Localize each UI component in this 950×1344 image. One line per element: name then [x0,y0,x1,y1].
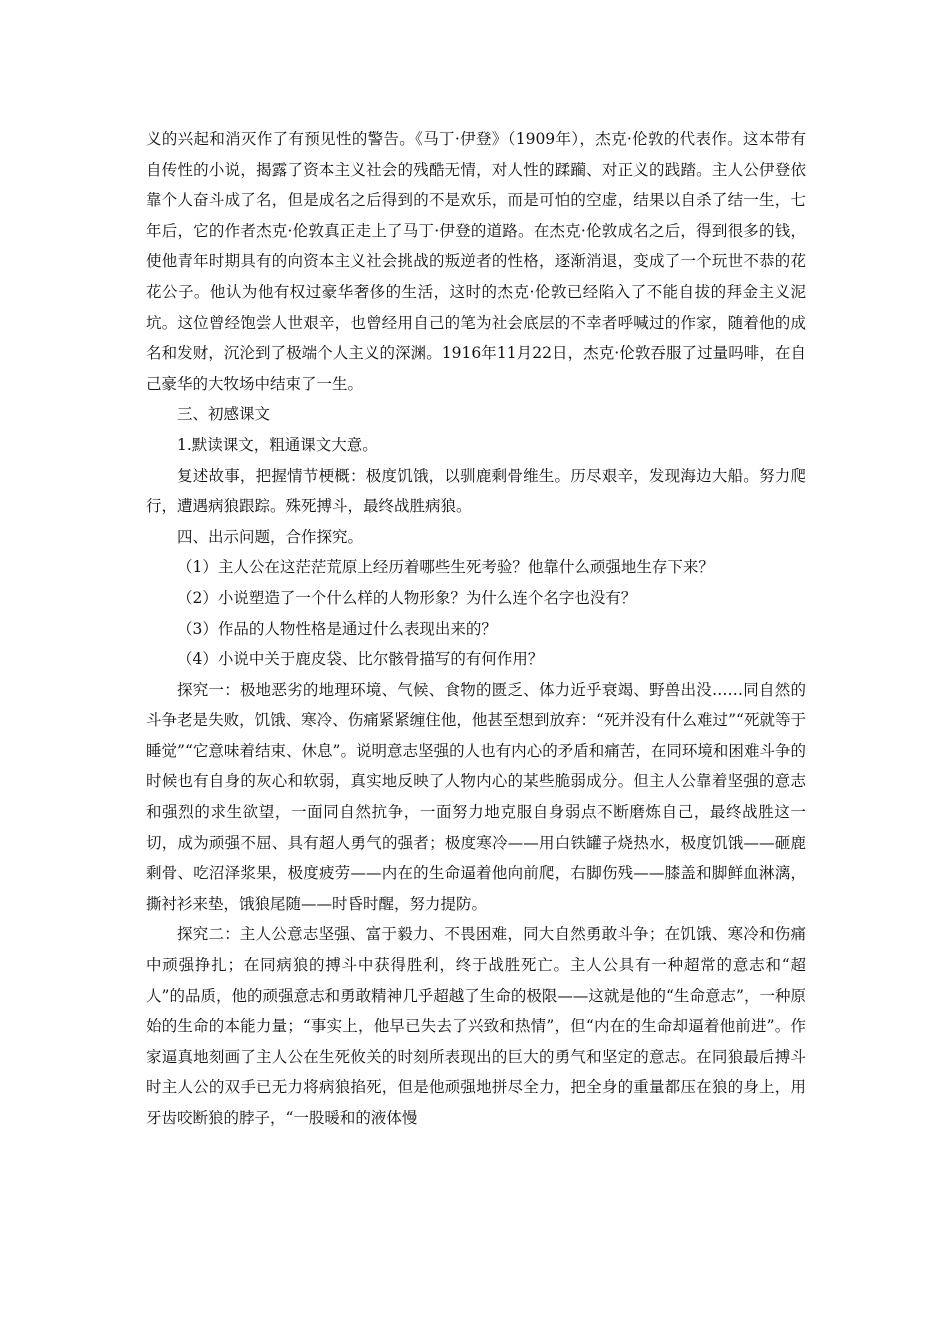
paragraph-exploration-two: 探究二：主人公意志坚强、富于毅力、不畏困难，同大自然勇敢斗争；在饥饿、寒冷和伤痛中顽强挣扎；在同病狼的搏斗中获得胜利，终于战胜死亡。主人公具有一种超常的意志和“超人”的品质，他的顽强意志和勇敢精神几乎超越了生命的极限——这就是他的“生命意志”，一种原始的生命的本能力量；“事实上，他早已失去了兴致和热情”，但“内在的生命却逼着他前进”。作家逼真地刻画了主人公在生死攸关的时刻所表现出的巨大的勇气和坚定的意志。在同狼最后搏斗时主人公的双手已无力将病狼掐死，但是他顽强地拼尽全力，把全身的重量都压在狼的身上，用牙齿咬断狼的脖子，“一股暖和的液体慢 [146,925,806,1127]
question-two: （2）小说塑造了一个什么样的人物形象？为什么连个名字也没有？ [177,588,637,607]
document-body [146,124,806,1134]
paragraph-exploration-one: 探究一：极地恶劣的地理环境、气候、食物的匮乏、体力近乎衰竭、野兽出没……同自然的斗争老是失败，饥饿、寒冷、伤痛紧紧缠住他，他甚至想到放弃：“死并没有什么难过”“死就等于睡觉”“它意味着结束、休息”。说明意志坚强的人也有内心的矛盾和痛苦，在同环境和困难斗争的时候也有自身的灰心和软弱，真实地反映了人物内心的某些脆弱成分。但主人公靠着坚强的意志和强烈的求生欲望，一面同自然抗争，一面努力地克服自身弱点不断磨炼自己，最终战胜这一切，成为顽强不屈、具有超人勇气的强者；极度寒冷——用白铁罐子烧热水，极度饥饿——砸鹿剩骨、吃沼泽浆果，极度疲劳——内在的生命逼着他向前爬，右脚伤残——膝盖和脚鲜血淋漓，撕衬衫来垫，饿狼尾随——时昏时醒，努力提防。 [146,680,806,913]
heading-section-three: 三、初感课文 [177,405,271,424]
paragraph-martin-eden: 义的兴起和消灭作了有预见性的警告。《马丁·伊登》（1909年），杰克·伦敦的代表作。这本带有自传性的小说，揭露了资本主义社会的残酷无情，对人性的蹂躏、对正义的践踏。主人公伊登依靠个人奋斗成了名，但是成名之后得到的不是欢乐，而是可怕的空虚，结果以自杀了结一生，七年后，它的作者杰克·伦敦真正走上了马丁·伊登的道路。在杰克·伦敦成名之后，得到很多的钱，使他青年时期具有的向资本主义社会挑战的叛逆者的性格，逐渐消退，变成了一个玩世不恭的花花公子。他认为他有权过豪华奢侈的生活，这时的杰克·伦敦已经陷入了不能自拔的拜金主义泥坑。这位曾经饱尝人世艰辛，也曾经用自己的笔为社会底层的不幸者呼喊过的作家，随着他的成名和发财，沉沦到了极端个人主义的深渊。1916年11月22日，杰克·伦敦吞服了过量吗啡，在自己豪华的大牧场中结束了一生。 [146,130,806,393]
question-three: （3）作品的人物性格是通过什么表现出来的？ [177,619,497,638]
paragraph-silent-reading: 1.默读课文，粗通课文大意。 [177,435,378,454]
question-one: （1）主人公在这茫茫荒原上经历着哪些生死考验？他靠什么顽强地生存下来？ [177,558,714,577]
question-four: （4）小说中关于鹿皮袋、比尔骸骨描写的有何作用？ [177,650,544,669]
heading-section-four: 四、出示问题，合作探究。 [177,527,364,546]
paragraph-plot-summary: 复述故事，把握情节梗概：极度饥饿，以驯鹿剩骨维生。历尽艰辛，发现海边大船。努力爬行，遭遇病狼跟踪。殊死搏斗，最终战胜病狼。 [146,466,806,516]
